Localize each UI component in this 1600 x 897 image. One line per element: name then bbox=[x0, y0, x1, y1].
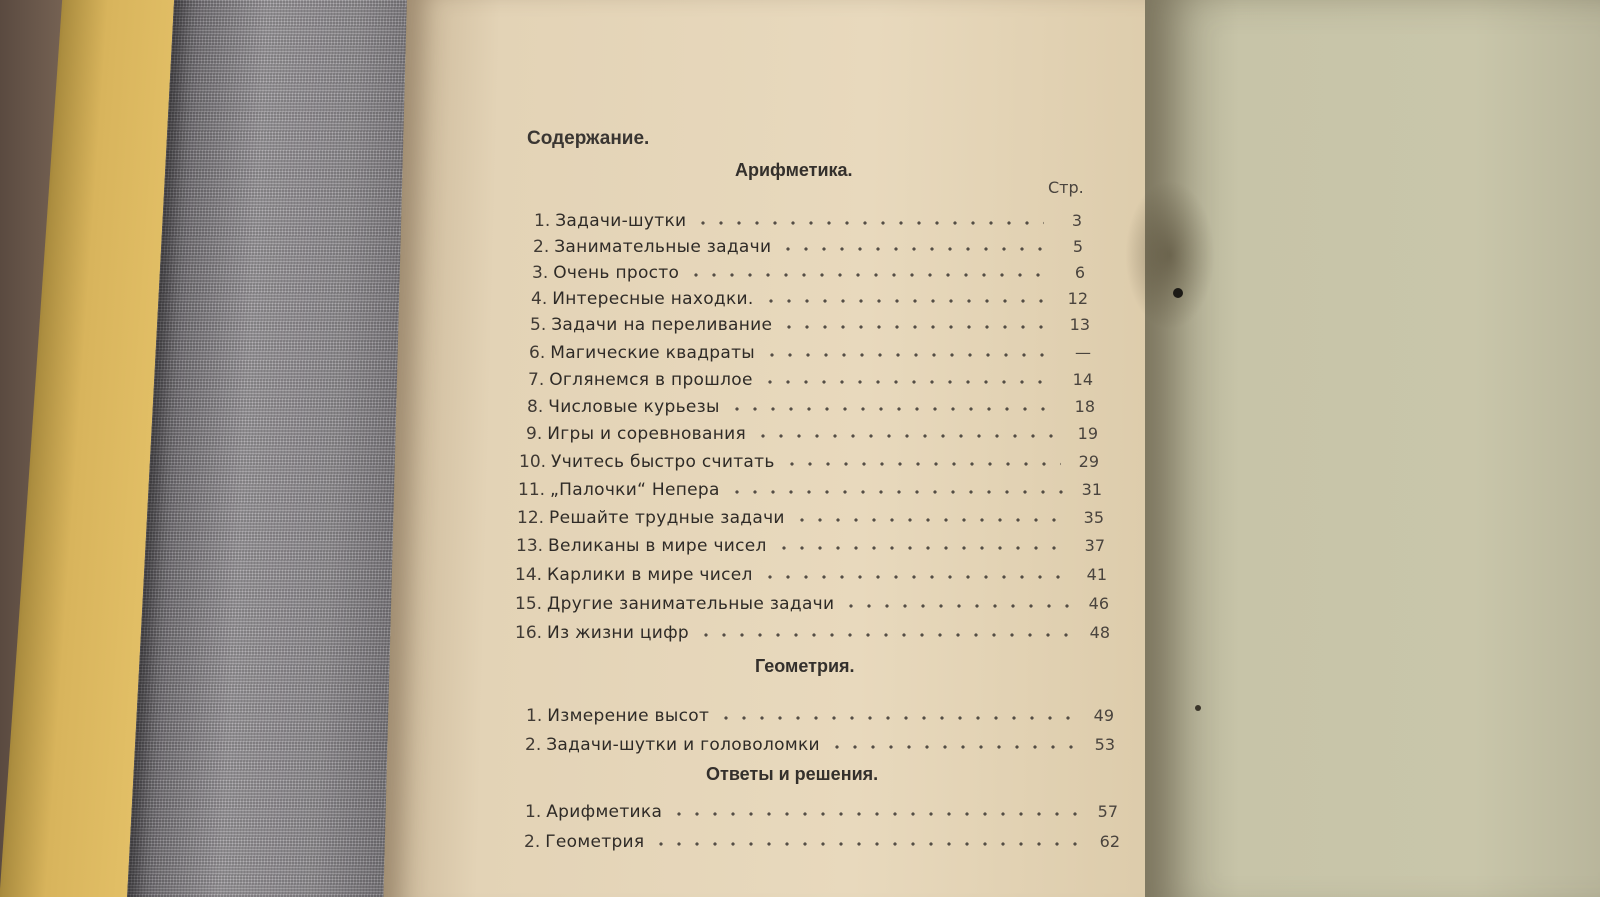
toc-entry-number: 2. bbox=[524, 832, 541, 852]
dot-leader bbox=[842, 604, 1071, 608]
toc-entry-number: 6. bbox=[529, 343, 546, 363]
page-title: Содержание. bbox=[527, 128, 650, 149]
toc-entry-number: 1. bbox=[526, 706, 543, 726]
toc-entry bbox=[525, 802, 1118, 826]
toc-entry bbox=[518, 480, 1102, 504]
toc-entry-title: Геометрия bbox=[545, 832, 645, 852]
toc-entry-title: Числовые курьезы bbox=[548, 397, 720, 417]
toc-entry-page: 57 bbox=[1097, 802, 1118, 821]
toc-entry-page: 62 bbox=[1099, 832, 1120, 851]
toc-entry-title: Из жизни цифр bbox=[547, 623, 690, 643]
toc-entry-title: Задачи на переливание bbox=[551, 315, 773, 335]
section-heading: Геометрия. bbox=[755, 656, 855, 676]
toc-entry-page: 18 bbox=[1074, 397, 1095, 416]
book-page bbox=[383, 0, 1187, 897]
dot-leader bbox=[694, 221, 1044, 225]
toc-entry-page: 46 bbox=[1088, 594, 1109, 613]
dot-leader bbox=[728, 490, 1064, 494]
toc-entry bbox=[526, 706, 1114, 730]
toc-entry-page: 29 bbox=[1078, 452, 1099, 471]
hinge-stain bbox=[1125, 180, 1215, 330]
toc-entry-number: 1. bbox=[525, 802, 542, 822]
dot-leader bbox=[762, 299, 1050, 303]
toc-entry-number: 15. bbox=[515, 594, 543, 614]
toc-entry bbox=[533, 237, 1083, 261]
toc-entry-page: 6 bbox=[1074, 263, 1085, 282]
toc-entry-page: 37 bbox=[1084, 536, 1105, 555]
toc-entry-number: 14. bbox=[515, 565, 543, 585]
toc-entry-page: 5 bbox=[1072, 237, 1083, 256]
toc-entry-number: 8. bbox=[527, 397, 544, 417]
toc-entry bbox=[519, 452, 1099, 476]
dot-leader bbox=[775, 546, 1067, 550]
toc-entry-number: 13. bbox=[516, 536, 544, 556]
toc-entry-title: Интересные находки. bbox=[552, 289, 754, 309]
toc-entry bbox=[524, 832, 1120, 856]
toc-entry bbox=[516, 536, 1105, 560]
dot-leader bbox=[652, 842, 1082, 846]
toc-entry-page: 3 bbox=[1071, 211, 1082, 230]
toc-entry-number: 7. bbox=[528, 370, 545, 390]
toc-entry-number: 5. bbox=[530, 315, 547, 335]
dot-leader bbox=[754, 434, 1060, 438]
toc-entry-title: Магические квадраты bbox=[550, 343, 756, 363]
toc-entry-page: — bbox=[1075, 343, 1091, 362]
toc-entry-number: 1. bbox=[534, 211, 551, 231]
toc-entry-title: Другие занимательные задачи bbox=[547, 594, 835, 614]
toc-entry-title: Занимательные задачи bbox=[554, 237, 772, 257]
toc-entry bbox=[517, 508, 1104, 532]
toc-entry-page: 35 bbox=[1083, 508, 1104, 527]
toc-entry-title: Учитесь быстро считать bbox=[551, 452, 775, 472]
toc-entry-page: 19 bbox=[1077, 424, 1098, 443]
toc-entry bbox=[534, 211, 1082, 235]
section-heading: Ответы и решения. bbox=[706, 764, 879, 784]
toc-entry-number: 3. bbox=[532, 263, 549, 283]
toc-entry-number: 12. bbox=[517, 508, 545, 528]
dot-leader bbox=[697, 633, 1072, 637]
toc-entry-title: Задачи-шутки bbox=[555, 211, 687, 231]
dot-leader bbox=[717, 716, 1076, 720]
toc-entry bbox=[529, 343, 1091, 367]
toc-entry-page: 49 bbox=[1093, 706, 1114, 725]
toc-entry-title: Решайте трудные задачи bbox=[549, 508, 785, 528]
hinge-hole bbox=[1195, 705, 1201, 711]
dot-leader bbox=[779, 247, 1045, 251]
toc-entry-page: 48 bbox=[1089, 623, 1110, 642]
toc-entry-title: Задачи-шутки и головоломки bbox=[546, 735, 820, 755]
toc-entry bbox=[525, 735, 1115, 759]
toc-entry-number: 4. bbox=[531, 289, 548, 309]
dot-leader bbox=[763, 353, 1053, 357]
toc-entry-number: 10. bbox=[519, 452, 547, 472]
toc-entry-title: Арифметика bbox=[546, 802, 663, 822]
dot-leader bbox=[670, 812, 1080, 816]
toc-entry-page: 31 bbox=[1081, 480, 1102, 499]
book-endpaper bbox=[1145, 0, 1600, 897]
toc-entry-page: 13 bbox=[1069, 315, 1090, 334]
toc-entry-page: 12 bbox=[1067, 289, 1088, 308]
toc-entry-number: 16. bbox=[515, 623, 543, 643]
toc-entry bbox=[528, 370, 1093, 394]
toc-entry bbox=[531, 289, 1088, 313]
dot-leader bbox=[728, 407, 1057, 411]
toc-entry-page: 53 bbox=[1094, 735, 1115, 754]
toc-entry-title: „Палочки“ Непера bbox=[550, 480, 720, 500]
section-heading: Арифметика. bbox=[735, 160, 853, 180]
toc-entry-title: Оглянемся в прошлое bbox=[549, 370, 753, 390]
toc-entry-title: Игры и соревнования bbox=[547, 424, 747, 444]
dot-leader bbox=[761, 380, 1055, 384]
toc-entry bbox=[526, 424, 1098, 448]
toc-entry-title: Карлики в мире чисел bbox=[547, 565, 753, 585]
hinge-hole bbox=[1173, 288, 1183, 298]
toc-entry-title: Великаны в мире чисел bbox=[548, 536, 767, 556]
toc-entry-page: 14 bbox=[1072, 370, 1093, 389]
toc-entry bbox=[530, 315, 1090, 339]
toc-entry bbox=[515, 594, 1109, 618]
page-column-header: Стр. bbox=[1048, 178, 1084, 197]
toc-entry bbox=[527, 397, 1095, 421]
toc-entry-number: 9. bbox=[526, 424, 543, 444]
toc-entry bbox=[515, 565, 1107, 589]
toc-entry-title: Измерение высот bbox=[547, 706, 710, 726]
toc-entry-number: 2. bbox=[525, 735, 542, 755]
dot-leader bbox=[780, 325, 1052, 329]
toc-entry bbox=[532, 263, 1085, 287]
dot-leader bbox=[793, 518, 1066, 522]
toc-entry-number: 11. bbox=[518, 480, 546, 500]
dot-leader bbox=[761, 575, 1069, 579]
toc-entry-page: 41 bbox=[1086, 565, 1107, 584]
dot-leader bbox=[687, 273, 1047, 277]
toc-entry bbox=[515, 623, 1110, 647]
toc-entry-number: 2. bbox=[533, 237, 550, 257]
dot-leader bbox=[828, 745, 1077, 749]
dot-leader bbox=[783, 462, 1061, 466]
toc-entry-title: Очень просто bbox=[553, 263, 680, 283]
